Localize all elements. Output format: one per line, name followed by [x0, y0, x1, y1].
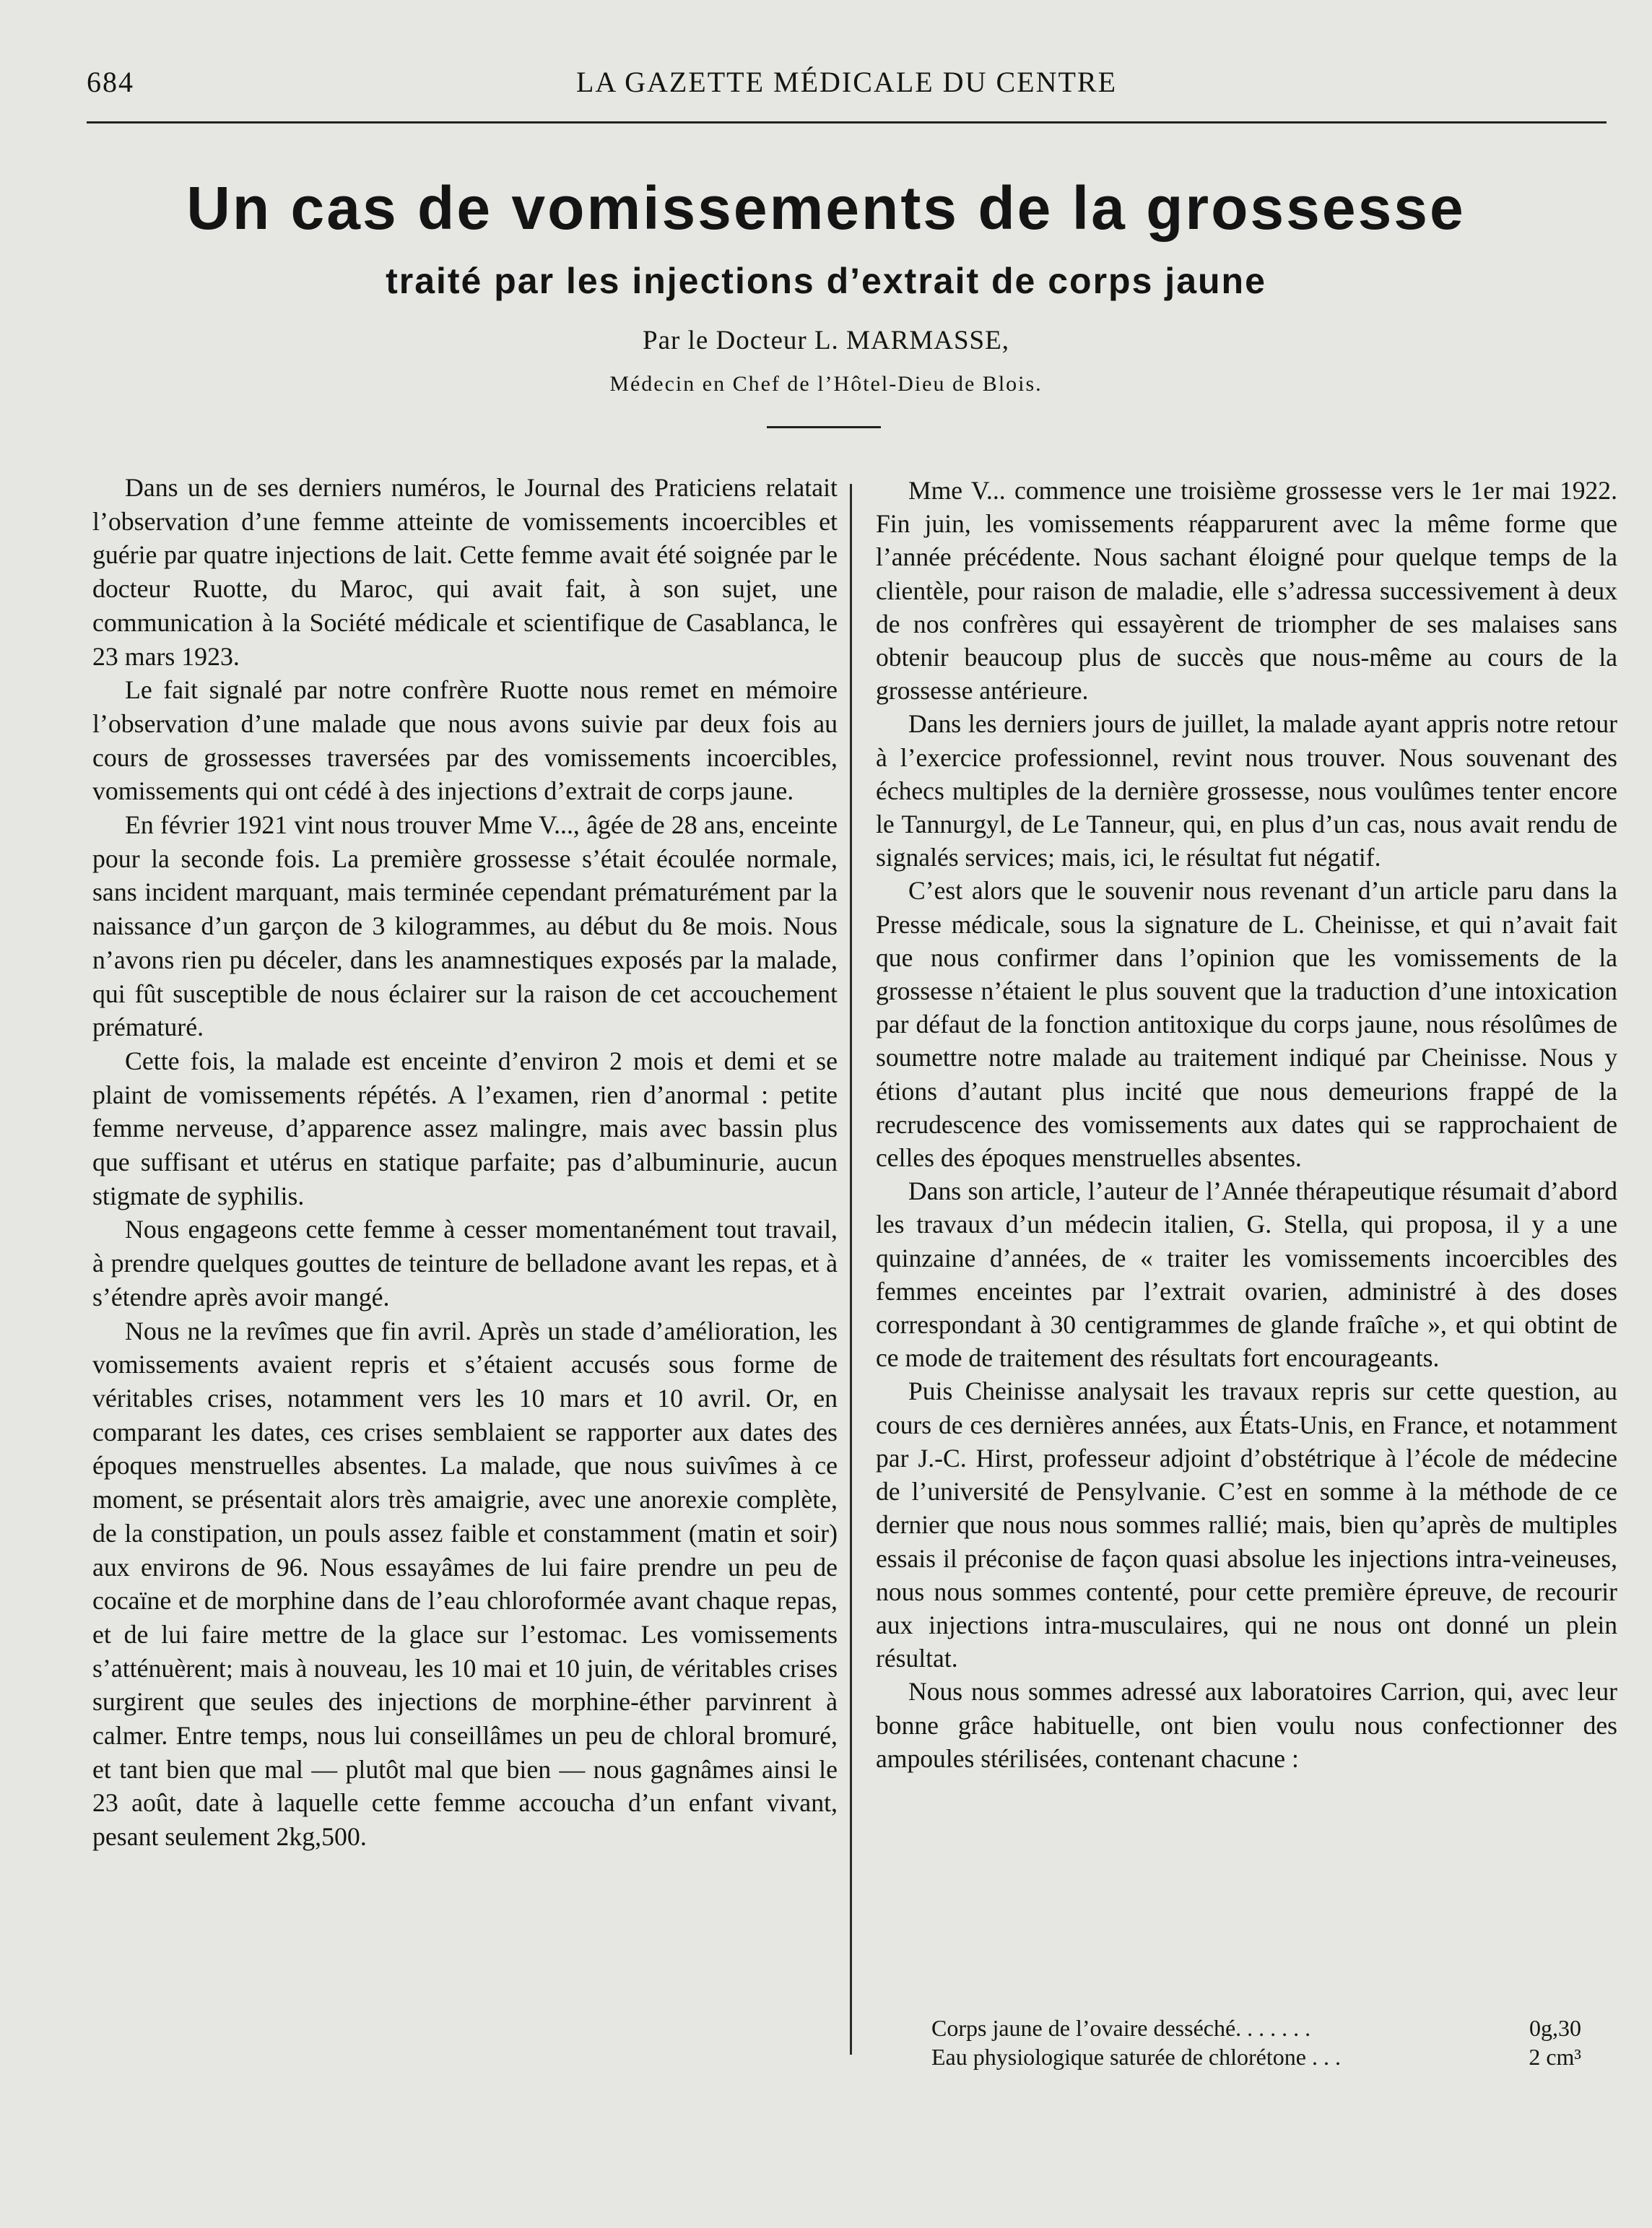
formula-ingredient: Eau physiologique saturée de chlorétone . . .: [931, 2044, 1341, 2070]
column-divider: [850, 484, 852, 2055]
formula-row: [931, 2014, 1581, 2042]
article-title: Un cas de vomissements de la grossesse: [186, 174, 1466, 242]
article-subtitle: traité par les injections d’extrait de corps jaune: [386, 261, 1266, 301]
header-rule: [87, 121, 1607, 123]
paragraph: Le fait signalé par notre confrère Ruotte nous remet en mémoire l’observation d’une malade que nous avons suivie par deux fois au cours de grossesses traversées par des vomissements incoercibles, vomissements qui ont cédé à des injections d’extrait de corps jaune.: [92, 675, 838, 806]
paragraph: En février 1921 vint nous trouver Mme V..., âgée de 28 ans, enceinte pour la seconde fois. La première grossesse s’était écoulée normale, sans incident marquant, mais terminée cependant prématurément par la naissance d’un garçon de 3 kilogrammes, au début du 8e mois. Nous n’avons rien pu déceler, dans les anamnestiques exposés par la malade, qui fût susceptible de nous éclairer sur la raison de cet accouchement prématuré.: [92, 810, 838, 1042]
formula-quantity: 2 cm³: [1529, 2044, 1581, 2070]
paragraph: C’est alors que le souvenir nous revenant d’un article paru dans la Presse médicale, sous la signature de L. Cheinisse, et qui n’avait fait que nous confirmer dans l’opinion que les vomissements de la grossesse n’étaient le plus souvent que la traduction d’une intoxication par défaut de la fonction antitoxique du corps jaune, nous résolûmes de soumettre notre malade au traitement indiqué par Cheinisse. Nous y étions d’autant plus incité que nous demeurions frappé de la recrudescence des vomissements aux dates qui se rapprochaient de celles des époques menstruelles absentes.: [876, 876, 1617, 1173]
paragraph: Dans les derniers jours de juillet, la malade ayant appris notre retour à l’exercice professionnel, revint nous trouver. Nous souvenant des échecs multiples de la dernière grossesse, nous voulûmes tenter encore le Tannurgyl, de Le Tanneur, qui, en plus d’un cas, nous avait rendu de signalés services; mais, ici, le résultat fut négatif.: [876, 709, 1617, 872]
formula-quantity: 0g,30: [1529, 2015, 1581, 2041]
ampoule-formula: [931, 2014, 1581, 2071]
article-byline: Par le Docteur L. MARMASSE,: [643, 326, 1009, 355]
paragraph: Nous ne la revîmes que fin avril. Après un stade d’amélioration, les vomissements avaient repris et s’étaient accusés sous forme de véritables crises, notamment vers les 10 mars et 10 avril. Or, en comparant les dates, ces crises semblaient se rapporter aux dates des époques menstruelles absentes. La malade, que nous suivîmes à ce moment, se présentait alors très amaigrie, avec une anorexie complète, de la constipation, un pouls assez faible et constamment (matin et soir) aux environs de 96. Nous essayâmes de lui faire prendre un peu de cocaïne et de morphine dans de l’eau chloroformée avant chaque repas, et de lui faire mettre de la glace sur l’estomac. Les vomissements s’atténuèrent; mais à nouveau, les 10 mai et 10 juin, de véritables crises surgirent que seules des injections de morphine-éther parvinrent à calmer. Entre temps, nous lui conseillâmes un peu de chloral bromuré, et tant bien que mal — plutôt mal que bien — nous gagnâmes ainsi le 23 août, date à laquelle cette femme accoucha d’un enfant vivant, pesant seulement 2kg,500.: [92, 1316, 838, 1852]
page-number: 684: [87, 66, 134, 98]
right-column: [876, 474, 1617, 1775]
running-head: [87, 65, 1607, 108]
title-rule: [767, 426, 881, 428]
paragraph: Mme V... commence une troisième grossesse vers le 1er mai 1922. Fin juin, les vomissements réapparurent avec la même forme que l’année précédente. Nous sachant éloigné pour quelque temps de la clientèle, pour raison de maladie, elle s’adressa successivement à deux de nos confrères qui essayèrent de triompher de ses malaises sans obtenir beaucoup plus de succès que nous-même au cours de la grossesse antérieure.: [876, 476, 1617, 706]
formula-row: [931, 2042, 1581, 2071]
left-column: [92, 471, 838, 1854]
paragraph: Puis Cheinisse analysait les travaux repris sur cette question, au cours de ces dernières années, aux États-Unis, en France, et notamment par J.-C. Hirst, professeur adjoint d’obstétrique à l’école de médecine de l’université de Pensylvanie. C’est en somme à la méthode de ce dernier que nous nous sommes rallié; mais, bien qu’après de multiples essais il préconise de façon quasi absolue les injections intra-veineuses, nous nous sommes contenté, pour cette première épreuve, de recourir aux injections intra-musculaires, qui ne nous ont donné un plein résultat.: [876, 1377, 1617, 1673]
paragraph: Nous engageons cette femme à cesser momentanément tout travail, à prendre quelques gouttes de teinture de belladone avant les repas, et à s’étendre après avoir mangé.: [92, 1215, 838, 1312]
paragraph: Cette fois, la malade est enceinte d’environ 2 mois et demi et se plaint de vomissements répétés. A l’examen, rien d’anormal : petite femme nerveuse, d’apparence assez malingre, mais avec bassin plus que suffisant et utérus en statique parfaite; pas d’albuminurie, aucun stigmate de syphilis.: [92, 1046, 838, 1210]
paragraph: Dans un de ses derniers numéros, le Journal des Praticiens relatait l’observation d’une femme atteinte de vomissements incoercibles et guérie par quatre injections de lait. Cette femme avait été soignée par le docteur Ruotte, du Maroc, qui avait fait, à son sujet, une communication à la Société médicale et scientifique de Casablanca, le 23 mars 1923.: [92, 473, 838, 671]
author-affiliation: Médecin en Chef de l’Hôtel-Dieu de Blois.: [609, 372, 1043, 396]
journal-title: LA GAZETTE MÉDICALE DU CENTRE: [575, 66, 1117, 98]
paragraph: Dans son article, l’auteur de l’Année thérapeutique résumait d’abord les travaux d’un médecin italien, G. Stella, qui proposa, il y a une quinzaine d’années, de « traiter les vomissements incoercibles des femmes enceintes par l’extrait ovarien, administré à des doses correspondant à 30 centigrammes de glande fraîche », et qui obtint de ce mode de traitement des résultats fort encourageants.: [876, 1176, 1617, 1373]
formula-ingredient: Corps jaune de l’ovaire desséché. . . . . . .: [931, 2015, 1311, 2041]
paragraph: Nous nous sommes adressé aux laboratoires Carrion, qui, avec leur bonne grâce habituelle, ont bien voulu nous confectionner des ampoules stérilisées, contenant chacune :: [876, 1677, 1617, 1773]
